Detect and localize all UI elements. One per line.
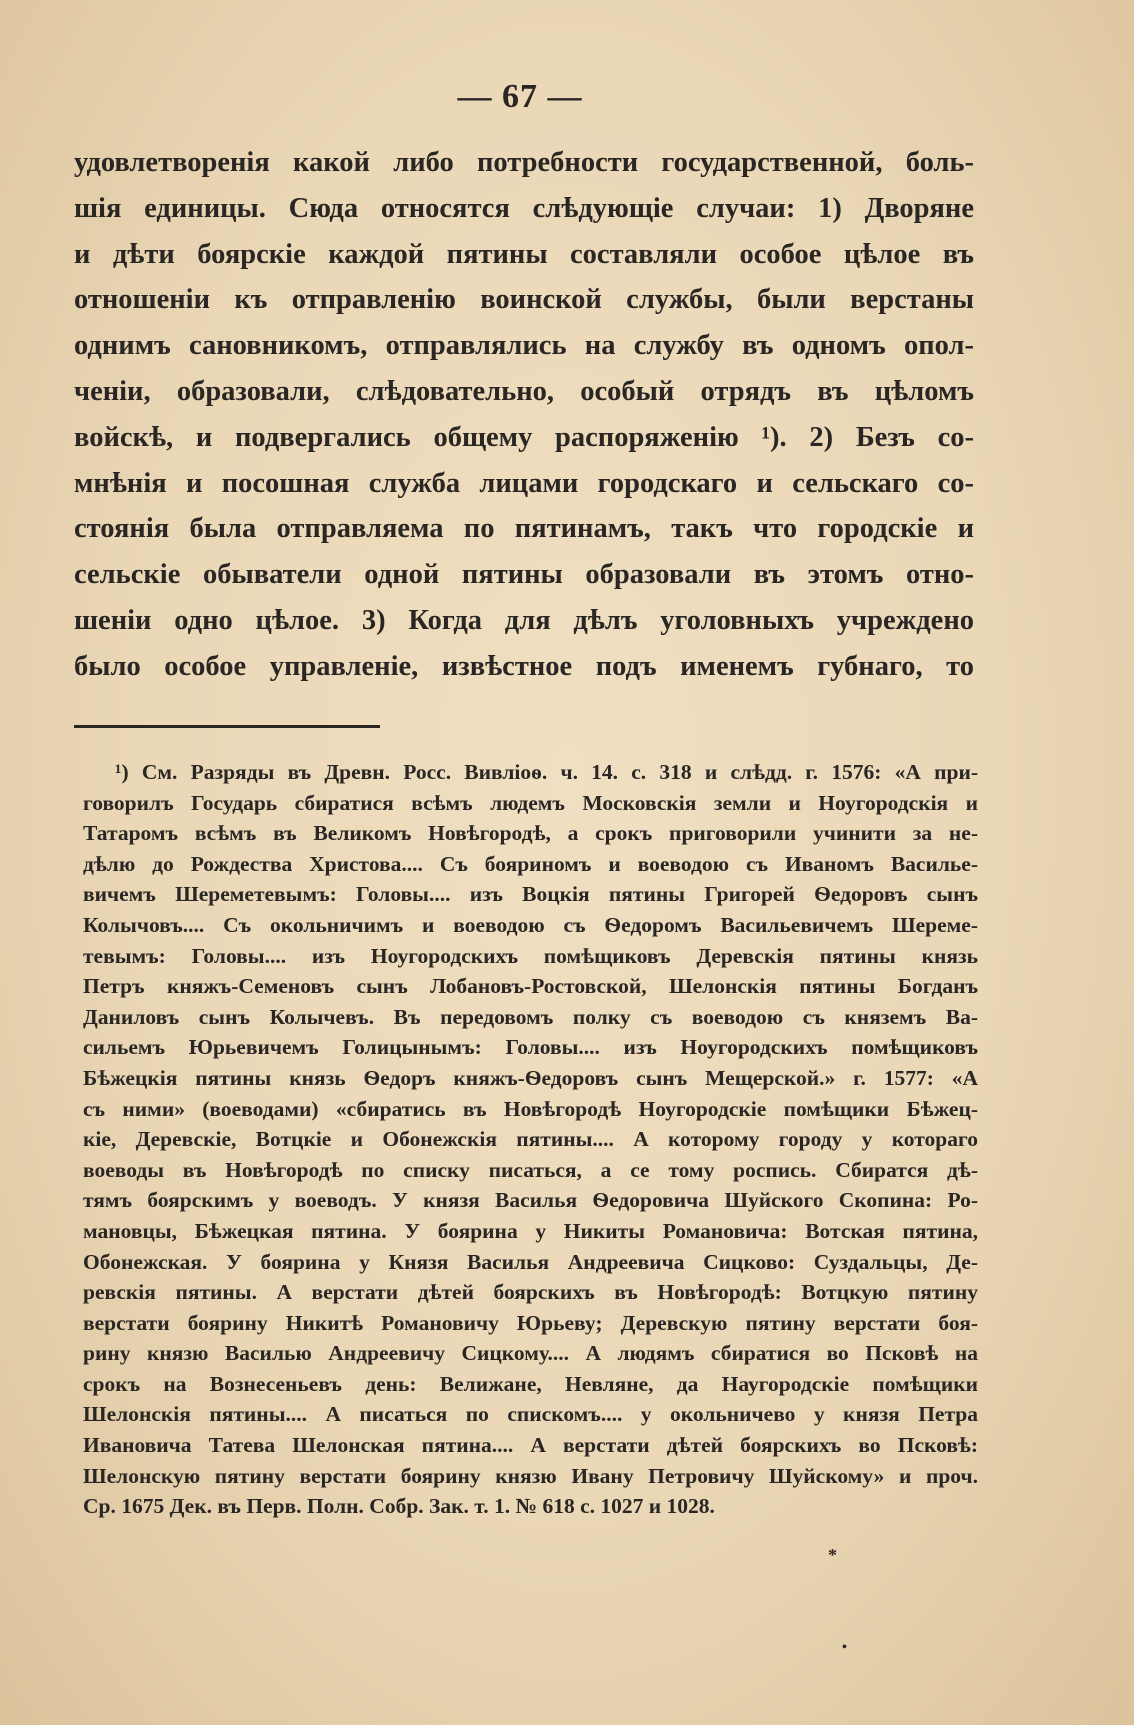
footnote-line: мановцы, Бѣжецкая пятина. У боярина у Никиты Романовича: Вотская пятина, — [83, 1218, 978, 1243]
text-line: шія единицы. Сюда относятся слѣдующіе случаи: 1) Дворяне — [74, 192, 974, 224]
footnote-line: дѣлю до Рождества Христова.... Съ бояриномъ и воеводою съ Иваномъ Василье- — [83, 851, 978, 876]
footnote-line: Даниловъ сынъ Колычевъ. Въ передовомъ полку съ воеводою съ княземъ Ва- — [83, 1004, 978, 1029]
text-line: однимъ сановникомъ, отправлялись на службу въ одномъ опол- — [74, 330, 974, 362]
footnote-line: верстати боярину Никитѣ Романовичу Юрьеву; Деревскую пятину верстати боя- — [83, 1310, 978, 1335]
footnote-line: Шелонскія пятины.... А писаться по спискомъ.... у окольничево у князя Петра — [83, 1402, 978, 1427]
text-line: отношеніи къ отправленію воинской службы, были верстаны — [74, 284, 974, 316]
ink-dot: • — [842, 1640, 847, 1655]
footnote-line: сильемъ Юрьевичемъ Голицынымъ: Головы.... изъ Ноугородскихъ помѣщиковъ — [83, 1035, 978, 1060]
footnote-line: тямъ боярскимъ у воеводъ. У князя Василья Ѳедоровича Шуйского Скопина: Ро- — [83, 1188, 978, 1213]
footnote-line: Колычовъ.... Съ окольничимъ и воеводою съ Ѳедоромъ Васильевичемъ Шереме- — [83, 912, 978, 937]
footnote-line: Петръ княжъ-Семеновъ сынъ Лобановъ-Ростовской, Шелонскія пятины Богданъ — [83, 974, 978, 999]
footnote-line: кіе, Деревскіе, Вотцкіе и Обонежскія пятины.... А которому городу у котораго — [83, 1127, 978, 1152]
footnote-line: Шелонскую пятину верстати боярину князю Ивану Петровичу Шуйскому» и проч. — [83, 1463, 978, 1488]
text-line: стоянія была отправляема по пятинамъ, такъ что городскіе и — [74, 513, 974, 545]
text-line: удовлетворенія какой либо потребности государственной, боль- — [74, 147, 974, 178]
main-text-block — [74, 140, 974, 690]
footnote-divider — [74, 725, 380, 728]
text-line: было особое управленіе, извѣстное подъ именемъ губнаго, то — [74, 650, 974, 682]
footnote-line: Бѣжецкія пятины князь Ѳедоръ княжъ-Ѳедоровъ сынъ Мещерской.» г. 1577: «А — [83, 1065, 978, 1090]
footnote-line: тевымъ: Головы.... изъ Ноугородскихъ помѣщиковъ Деревскія пятины князь — [83, 943, 978, 968]
footnote-line: ревскія пятины. А верстати дѣтей боярскихъ въ Новѣгородѣ: Вотцкую пятину — [83, 1280, 978, 1305]
footnote-line: воеводы въ Новѣгородѣ по списку писаться, а се тому роспись. Сбиратся дѣ- — [83, 1157, 978, 1182]
text-line: и дѣти боярскіе каждой пятины составляли особое цѣлое въ — [74, 238, 974, 270]
footnote-line: съ ними» (воеводами) «сбиратись въ Новѣгородѣ Ноугородскіе помѣщики Бѣжец- — [83, 1096, 978, 1121]
footnote-line: рину князю Василью Андреевичу Сицкому.... А людямъ сбиратися во Псковѣ на — [83, 1341, 978, 1366]
text-line: мнѣнія и посошная служба лицами городскаго и сельскаго со- — [74, 467, 974, 499]
footnote-line: говорилъ Государь сбиратися всѣмъ людемъ Московскія земли и Ноугородскія и — [83, 790, 978, 815]
footnote-line: срокъ на Вознесеньевъ день: Велижане, Невляне, да Наугородскіе помѣщики — [83, 1371, 978, 1396]
text-line: шеніи одно цѣлое. 3) Когда для дѣлъ уголовныхъ учреждено — [74, 604, 974, 636]
footnote-line: вичемъ Шереметевымъ: Головы.... изъ Воцкія пятины Григорей Ѳедоровъ сынъ — [83, 882, 978, 907]
printer-mark: * — [828, 1545, 837, 1565]
page-number: — 67 — — [457, 78, 583, 115]
text-line: войскѣ, и подвергались общему распоряженію ¹). 2) Безъ со- — [74, 421, 974, 453]
footnote-line: ¹) См. Разряды въ Древн. Росс. Вивліоѳ. ч. 14. с. 318 и слѣдд. г. 1576: «А при- — [115, 760, 978, 784]
footnote-line: Ср. 1675 Дек. въ Перв. Полн. Собр. Зак. т. 1. № 618 с. 1027 и 1028. — [83, 1494, 715, 1519]
footnote-line: Татаромъ всѣмъ въ Великомъ Новѣгородѣ, а срокъ приговорили учинити за не- — [83, 821, 978, 846]
footnote-block — [83, 757, 978, 1522]
text-line: сельскіе обыватели одной пятины образовали въ этомъ отно- — [74, 559, 974, 591]
text-line: ченіи, образовали, слѣдовательно, особый отрядъ въ цѣломъ — [74, 375, 974, 407]
footnote-line: Обонежская. У боярина у Князя Василья Андреевича Сицково: Суздальцы, Де- — [83, 1249, 978, 1274]
footnote-line: Ивановича Татева Шелонская пятина.... А верстати дѣтей боярскихъ во Псковѣ: — [83, 1433, 978, 1458]
